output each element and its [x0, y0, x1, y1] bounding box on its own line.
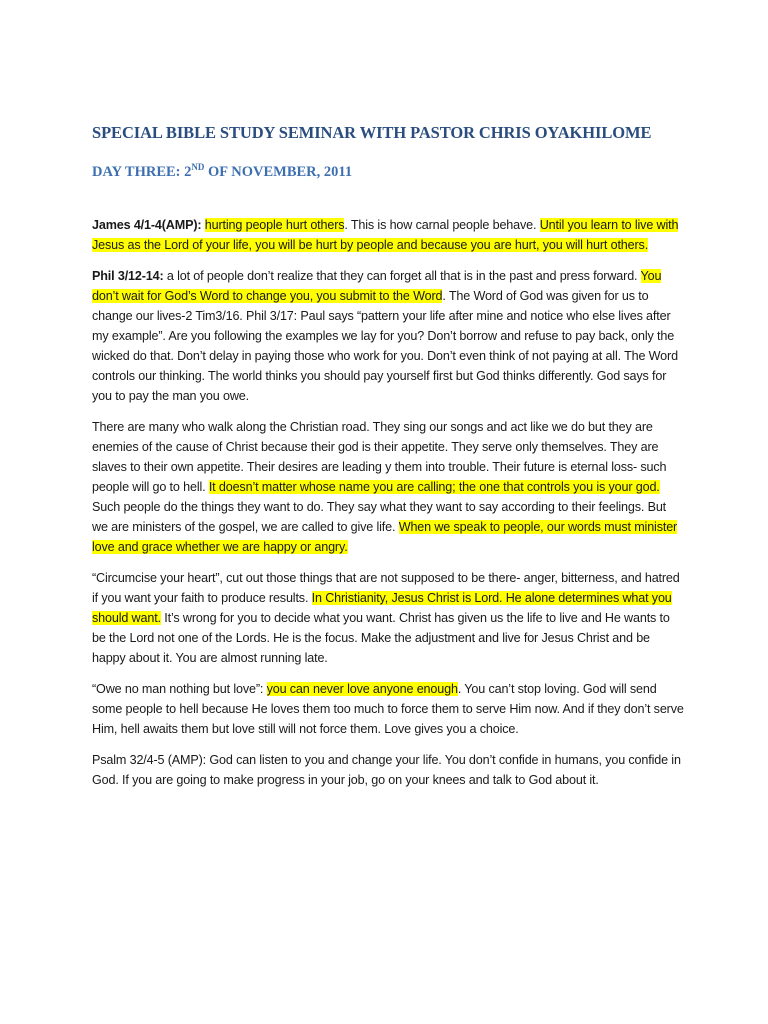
scripture-reference: Phil 3/12-14:	[92, 269, 164, 283]
paragraph-owe-no-man	[92, 679, 684, 739]
highlighted-text: You don’t wait for God’s Word to change you, you submit to the Word	[92, 269, 662, 303]
paragraph-circumcise	[92, 568, 684, 668]
highlighted-text: hurting people hurt others	[204, 218, 345, 232]
text-run: There are many who walk along the Christian road. They sing our songs and act like we do but they are enemies of the cause of Christ because their god is their appetite. They serve only themselves. They are slaves to their own appetite. Their desires are leading y them into trouble. Their future is eternal loss- such people will go to hell.	[92, 420, 667, 494]
subtitle-date: OF NOVEMBER, 2011	[204, 164, 353, 180]
highlighted-text: It doesn’t matter whose name you are calling; the one that controls you is your god.	[208, 480, 660, 494]
document-subtitle	[92, 162, 692, 182]
document-title: SPECIAL BIBLE STUDY SEMINAR WITH PASTOR CHRIS OYAKHILOME	[92, 123, 652, 142]
text-run: “Circumcise your heart”, cut out those things that are not supposed to be there- anger, bitterness, and hatred if you want your faith to produce results.	[92, 571, 680, 605]
text-run: . You can’t stop loving. God will send some people to hell because He loves them too much to force them to serve Him now. And if they don’t serve Him, hell awaits them but love still will not force them. Love gives you a choice.	[92, 682, 684, 736]
text-run: . This is how carnal people behave.	[344, 218, 540, 232]
paragraph-phil	[92, 266, 684, 406]
highlighted-text: When we speak to people, our words must minister love and grace whether we are happy or angry.	[92, 520, 678, 554]
highlighted-text: Until you learn to live with Jesus as the Lord of your life, you will be hurt by people and because you are hurt, you will hurt others.	[92, 218, 679, 252]
text-run: “Owe no man nothing but love”:	[92, 682, 267, 696]
highlighted-text: In Christianity, Jesus Christ is Lord. He alone determines what you should want.	[92, 591, 672, 625]
text-run: a lot of people don’t realize that they can forget all that is in the past and press forward.	[163, 269, 641, 283]
text-run: Psalm 32/4-5 (AMP): God can listen to you and change your life. You don’t confide in humans, you confide in God. If you are going to make progress in your job, go on your knees and talk to God about it.	[92, 753, 681, 787]
paragraph-james	[92, 215, 684, 255]
text-run: It’s wrong for you to decide what you want. Christ has given us the life to live and He wants to be the Lord not one of the Lords. He is the focus. Make the adjustment and live for Jesus Christ and be happy about it. You are almost running late.	[92, 611, 670, 665]
subtitle-ordinal-suffix: ND	[191, 162, 205, 172]
document-body	[92, 215, 684, 801]
text-run: . The Word of God was given for us to change our lives-2 Tim3/16. Phil 3/17: Paul says “pattern your life after mine and notice who else lives after my example”. Are you following the examples we lay for you? Don’t borrow and refuse to pay back, only the wicked do that. Don’t delay in paying those who work for you. Don’t even think of not paying at all. The Word controls our thinking. The world thinks you should pay yourself first but God thinks differently. God says for you to pay the man you owe.	[92, 289, 678, 403]
paragraph-christian-road	[92, 417, 684, 557]
paragraph-psalm	[92, 750, 684, 790]
subtitle-day: DAY THREE: 2	[92, 164, 192, 180]
text-run: Such people do the things they want to do. They say what they want to say according to their feelings. But we are ministers of the gospel, we are called to give life.	[92, 500, 667, 534]
highlighted-text: you can never love anyone enough	[266, 682, 458, 696]
scripture-reference: James 4/1-4(AMP):	[92, 218, 202, 232]
